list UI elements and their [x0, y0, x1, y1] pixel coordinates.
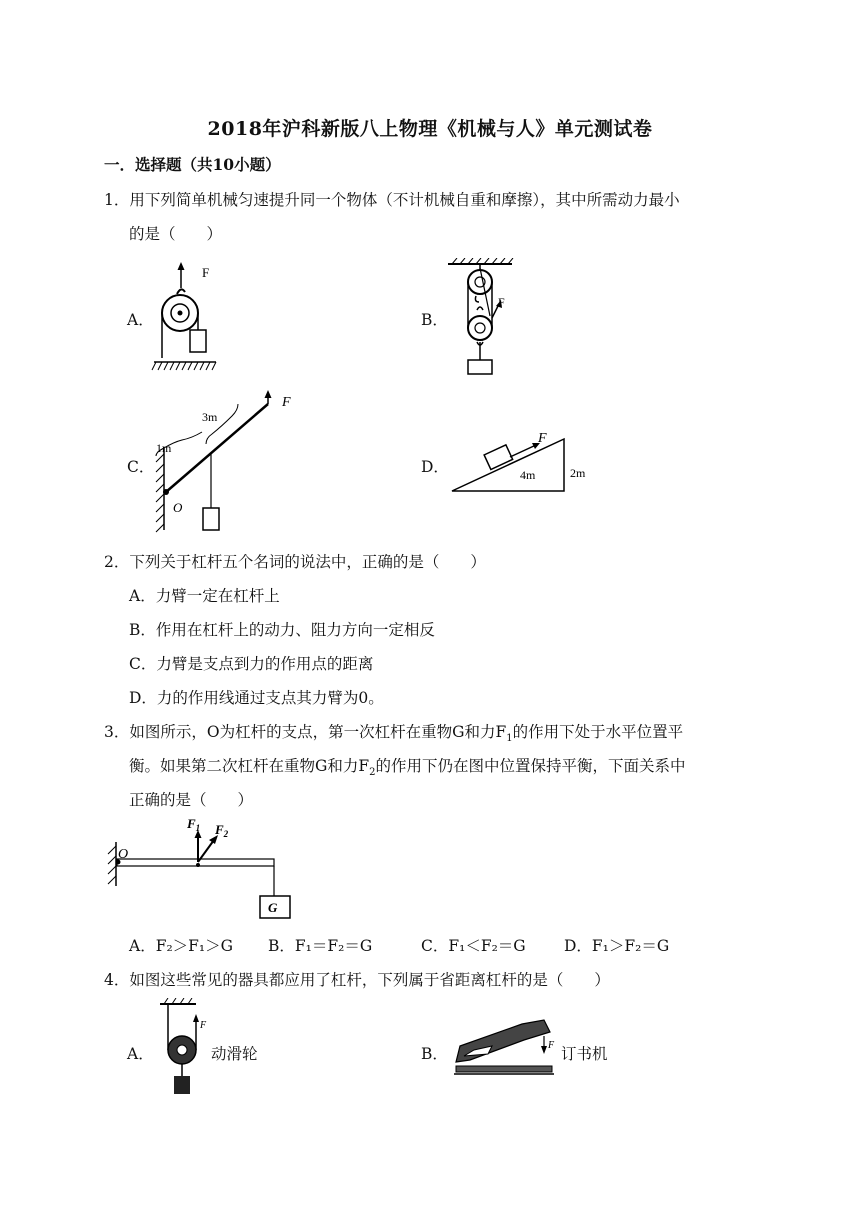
q3-stem-line2-part2: 的作用下仍在图中位置保持平衡，下面关系中 [375, 757, 686, 775]
q3-option-c: C．F₁＜F₂＝G [421, 937, 526, 955]
q4-stem: 4．如图这些常见的器具都应用了杠杆，下列属于省距离杠杆的是（ ） [104, 971, 610, 989]
q4-fig-b-force-label: F [548, 1040, 555, 1051]
q1-fig-c-1m-label: 1m [156, 441, 172, 455]
q3-stem-line1-part1: 3．如图所示，O为杠杆的支点，第一次杠杆在重物G和力F [104, 723, 507, 741]
q1-fig-d-length-label: 4m [520, 468, 536, 482]
q2-option-b: B．作用在杠杆上的动力、阻力方向一定相反 [129, 621, 435, 639]
q3-fig-f2-label: $F_2$ [215, 822, 229, 839]
q2-option-c: C．力臂是支点到力的作用点的距离 [129, 655, 374, 673]
q3-stem-line3: 正确的是（ ） [129, 791, 254, 809]
q4-fig-a-force-label: F [200, 1020, 207, 1031]
q1-figure-c-lever [150, 390, 300, 538]
q1-fig-c-3m-label: 3m [202, 410, 218, 424]
q3-stem-line2 [129, 754, 686, 778]
q1-fig-c-force-label: F [282, 395, 291, 410]
q3-fig-weight-label: G [268, 900, 278, 915]
q4-figure-a-movable-pulley [156, 998, 208, 1098]
q1-fig-c-pivot-label: O [173, 500, 183, 515]
q1-fig-d-force-label: F [538, 431, 547, 446]
q1-fig-a-force-label: F [202, 265, 210, 280]
q1-figure-a-fixed-pulley [150, 258, 222, 374]
q4-option-a-caption: 动滑轮 [211, 1045, 258, 1063]
q3-figure-lever [104, 812, 300, 924]
q3-fig-f1-label: $F_1$ [187, 816, 201, 833]
q1-fig-d-height-label: 2m [570, 466, 586, 480]
q1-option-b-label: B． [421, 311, 448, 329]
q1-fig-b-force-label: F [498, 295, 505, 309]
q1-figure-d-incline [450, 425, 600, 495]
q4-option-a-label: A． [127, 1045, 154, 1063]
q3-fig-pivot-label: O [118, 847, 129, 862]
q1-option-a-label: A． [127, 311, 154, 329]
q3-option-d: D．F₁＞F₂＝G [564, 937, 670, 955]
q1-option-d-label: D． [421, 458, 449, 476]
q2-option-d: D．力的作用线通过支点其力臂为0。 [129, 689, 384, 707]
q3-stem-line2-part1: 衡。如果第二次杠杆在重物G和力F [129, 757, 370, 775]
q4-option-b-caption: 订书机 [561, 1045, 608, 1063]
q2-stem: 2．下列关于杠杆五个名词的说法中，正确的是（ ） [104, 553, 486, 571]
q3-option-a: A．F₂＞F₁＞G [129, 937, 234, 955]
page-title: 2018年沪科新版八上物理《机械与人》单元测试卷 [207, 118, 653, 140]
q3-stem-line1-part2: 的作用下处于水平位置平 [512, 723, 684, 741]
section-heading: 一．选择题（共10小题） [104, 155, 281, 174]
q3-stem-line1-sub: 1 [506, 733, 513, 745]
q3-stem-line2-sub: 2 [369, 767, 376, 779]
q1-figure-b-pulley-block [446, 258, 518, 380]
q2-option-a: A．力臂一定在杠杆上 [129, 587, 280, 605]
q3-option-b: B．F₁＝F₂＝G [268, 937, 373, 955]
q1-stem-line1: 1．用下列简单机械匀速提升同一个物体（不计机械自重和摩擦），其中所需动力最小 [104, 191, 680, 209]
q1-option-c-label: C． [127, 458, 155, 476]
q3-stem-line1 [104, 720, 683, 744]
q4-option-b-label: B． [421, 1045, 448, 1063]
q1-stem-line2: 的是（ ） [129, 225, 223, 243]
q4-figure-b-stapler [452, 1010, 556, 1080]
